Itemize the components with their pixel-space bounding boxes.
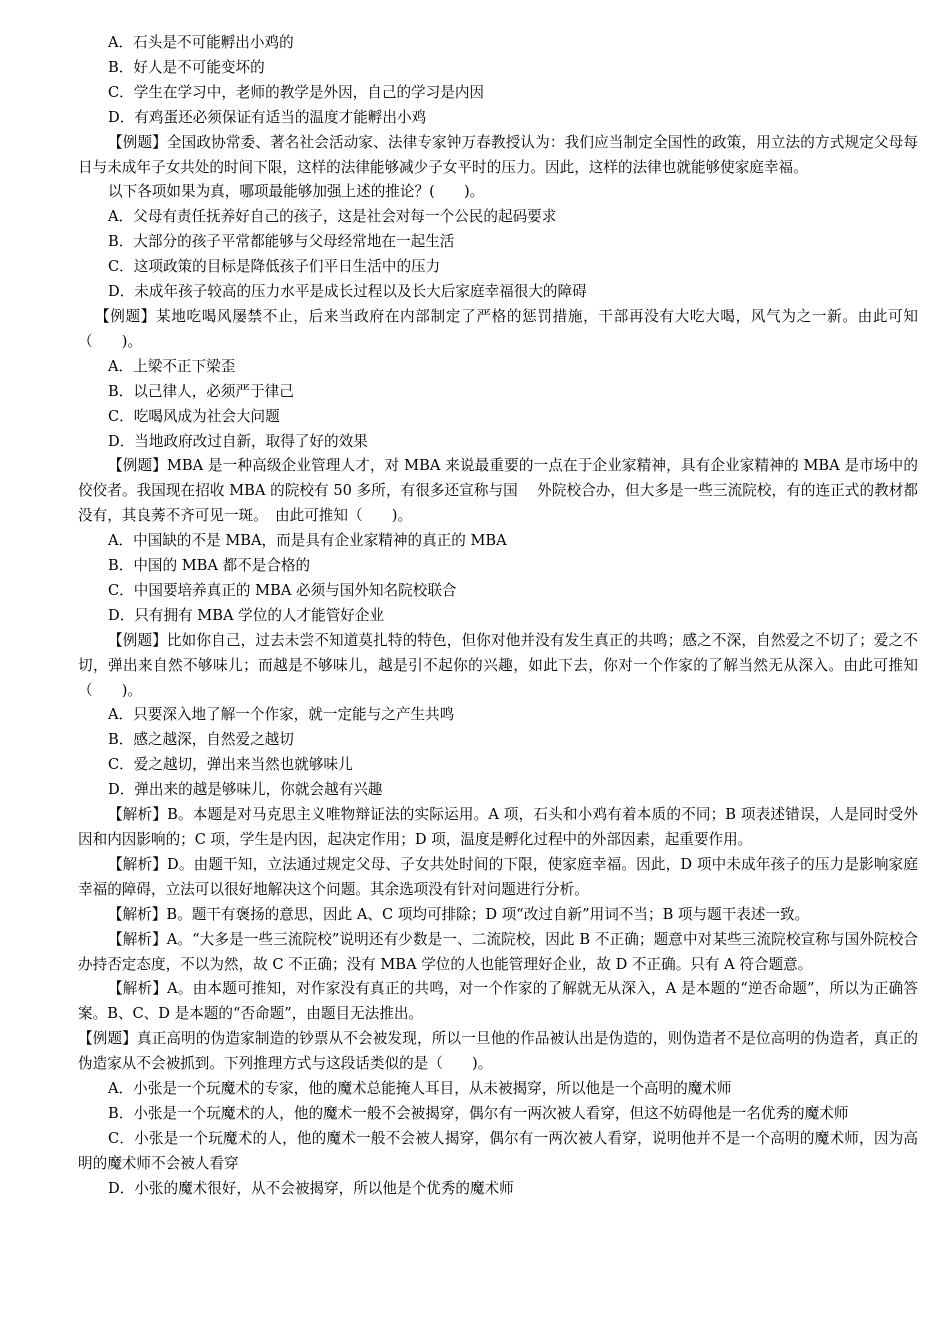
answer-option: C．吃喝风成为社会大问题	[108, 407, 280, 425]
answer-option: D．弹出来的越是够味儿，你就会越有兴趣	[108, 781, 383, 799]
paragraph: 【解析】A。“大多是一些三流院校”说明还有少数是一、二流院校，因此 B 不正确；题意中对某些三流院校宣称与国外院校合办持否定态度，不以为然，故 C 不正确；没有 MBA 学位的人也能管理好企业，故 D 不正确。只有 A 符合题意。	[78, 930, 918, 973]
answer-option: B．以己律人，必须严于律己	[108, 382, 294, 400]
answer-option: D．当地政府改过自新，取得了好的效果	[108, 432, 368, 450]
answer-option: A．中国缺的不是 MBA，而是具有企业家精神的真正的 MBA	[108, 532, 507, 550]
paragraph: 【解析】D。由题干知，立法通过规定父母、子女共处时间的下限，使家庭幸福。因此，D 项中未成年孩子的压力是影响家庭幸福的障碍，立法可以很好地解决这个问题。其余选项没有针对问题进行分析。	[78, 855, 918, 898]
paragraph: 【例题】全国政协常委、著名社会活动家、法律专家钟万春教授认为：我们应当制定全国性的政策，用立法的方式规定父母每日与未成年子女共处的时间下限，这样的法律能够减少子女平时的压力。因此，这样的法律也就能够使家庭幸福。	[78, 133, 918, 176]
answer-option: C．爱之越切，弹出来当然也就够味儿	[108, 756, 353, 774]
answer-option: D．未成年孩子较高的压力水平是成长过程以及长大后家庭幸福很大的障碍	[108, 283, 587, 301]
paragraph: 【解析】B。题干有褒扬的意思，因此 A、C 项均可排除；D 项“改过自新”用词不当；B 项与题干表述一致。	[108, 905, 810, 923]
answer-option: C．学生在学习中，老师的教学是外因，自己的学习是内因	[108, 83, 485, 101]
answer-option: A．父母有责任抚养好自己的孩子，这是社会对每一个公民的起码要求	[108, 208, 557, 226]
question-stem: 以下各项如果为真，哪项最能够加强上述的推论？( )。	[108, 183, 485, 201]
answer-option: B．中国的 MBA 都不是合格的	[108, 557, 311, 575]
answer-option: A．石头是不可能孵出小鸡的	[108, 34, 294, 51]
paragraph: C．小张是一个玩魔术的人，他的魔术一般不会被人揭穿，偶尔有一两次被人看穿，说明他并不是一个高明的魔术师，因为高明的魔术师不会被人看穿	[78, 1129, 918, 1172]
answer-option: C．这项政策的目标是降低孩子们平日生活中的压力	[108, 258, 441, 276]
paragraph: 【例题】比如你自己，过去未尝不知道莫扎特的特色，但你对他并没有发生真正的共鸣；感之不深，自然爱之不切了；爱之不切，弹出来自然不够味儿；而越是不够味儿，越是引不起你的兴趣，如此下去，你对一个作家的了解当然无从深入。由此可推知（ )。	[78, 631, 918, 699]
answer-option: A．上梁不正下梁歪	[108, 357, 236, 375]
paragraph: B．小张是一个玩魔术的人，他的魔术一般不会被揭穿，偶尔有一两次被人看穿，但这不妨碍他是一名优秀的魔术师	[108, 1104, 849, 1122]
answer-option: A．小张是一个玩魔术的专家，他的魔术总能掩人耳目，从未被揭穿，所以他是一个高明的魔术师	[108, 1080, 732, 1098]
paragraph: 【例题】某地吃喝风屡禁不止，后来当政府在内部制定了严格的惩罚措施，干部再没有大吃大喝，风气为之一新。由此可知（ )。	[78, 307, 918, 350]
answer-option: B．好人是不可能变坏的	[108, 58, 265, 76]
answer-option: A．只要深入地了解一个作家，就一定能与之产生共鸣	[108, 706, 455, 724]
paragraph: 【例题】真正高明的伪造家制造的钞票从不会被发现，所以一旦他的作品被认出是伪造的，则伪造者不是位高明的伪造者，真正的伪造家从不会被抓到。下列推理方式与这段话类似的是（ )。	[78, 1030, 918, 1073]
answer-option: B．感之越深，自然爱之越切	[108, 731, 294, 749]
paragraph: 【解析】A。由本题可推知，对作家没有真正的共鸣，对一个作家的了解就无从深入，A 是本题的“逆否命题”，所以为正确答案。B、C、D 是本题的“否命题”，由题目无法推出。	[78, 980, 918, 1023]
answer-option: D．小张的魔术很好，从不会被揭穿，所以他是个优秀的魔术师	[108, 1179, 514, 1197]
answer-option: D．有鸡蛋还必须保证有适当的温度才能孵出小鸡	[108, 108, 427, 126]
answer-option: B．大部分的孩子平常都能够与父母经常地在一起生活	[108, 233, 455, 251]
answer-option: C．中国要培养真正的 MBA 必须与国外知名院校联合	[108, 581, 457, 599]
paragraph: 【例题】MBA 是一种高级企业管理人才，对 MBA 来说最重要的一点在于企业家精神，具有企业家精神的 MBA 是市场中的佼佼者。我国现在招收 MBA 的院校有 50 多所，有很多还宣称与国 外院校合办，但大多是一些三流院校，有的连正式的教材都没有，其良莠不齐可见一斑。 由此可推知（ )。	[78, 457, 918, 525]
answer-option: D．只有拥有 MBA 学位的人才能管好企业	[108, 606, 385, 624]
paragraph: 【解析】B。本题是对马克思主义唯物辩证法的实际运用。A 项，石头和小鸡有着本质的不同；B 项表述错误，人是同时受外因和内因影响的；C 项，学生是内因，起决定作用；D 项，温度是孵化过程中的外部因素，起重要作用。	[78, 806, 918, 848]
